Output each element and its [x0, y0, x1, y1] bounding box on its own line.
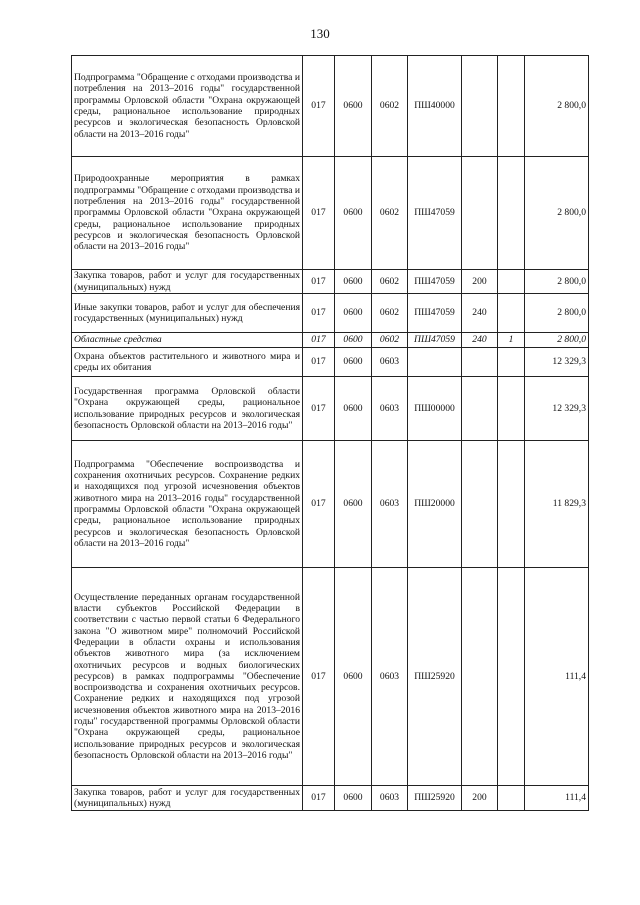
expense-type-code — [462, 441, 498, 568]
ved-code: 017 — [303, 377, 335, 441]
target-article-code: ПШ25920 — [408, 568, 462, 786]
ved-code: 017 — [303, 333, 335, 348]
item-name: Государственная программа Орловской области "Охрана окружающей среды, рациональное использование природных ресурсов и экологическая безопасность Орловской области на 2013–2016 годы" — [72, 377, 303, 441]
funding-source-code — [498, 270, 525, 294]
amount: 12 329,3 — [525, 377, 589, 441]
expense-type-code — [462, 568, 498, 786]
page-number: 130 — [310, 26, 330, 41]
table-row — [72, 333, 589, 348]
subsection-code: 0603 — [372, 568, 408, 786]
item-name: Подпрограмма "Обращение с отходами производства и потребления на 2013–2016 годы" государственной программы Орловской области "Охрана окружающей среды, рациональное использование природных ресурсов и экологическая безопасность Орловской области на 2013–2016 годы" — [72, 56, 303, 157]
amount: 2 800,0 — [525, 270, 589, 294]
expense-type-code: 240 — [462, 333, 498, 348]
funding-source-code — [498, 56, 525, 157]
ved-code: 017 — [303, 786, 335, 811]
target-article-code: ПШ47059 — [408, 157, 462, 270]
target-article-code: ПШ20000 — [408, 441, 462, 568]
target-article-code: ПШ47059 — [408, 294, 462, 333]
funding-source-code — [498, 348, 525, 377]
funding-source-code — [498, 441, 525, 568]
amount: 2 800,0 — [525, 157, 589, 270]
section-code: 0600 — [335, 333, 372, 348]
amount: 111,4 — [525, 568, 589, 786]
funding-source-code — [498, 377, 525, 441]
item-name: Природоохранные мероприятия в рамках подпрограммы "Обращение с отходами производства и потребления на 2013–2016 годы" государственной программы Орловской области "Охрана окружающей среды, рациональное использование природных ресурсов и экологическая безопасность Орловской области на 2013–2016 годы" — [72, 157, 303, 270]
ved-code: 017 — [303, 56, 335, 157]
table-row — [72, 348, 589, 377]
subsection-code: 0602 — [372, 270, 408, 294]
item-name: Областные средства — [72, 333, 303, 348]
funding-source-code — [498, 786, 525, 811]
section-code: 0600 — [335, 157, 372, 270]
amount: 12 329,3 — [525, 348, 589, 377]
subsection-code: 0602 — [372, 56, 408, 157]
ved-code: 017 — [303, 568, 335, 786]
amount: 111,4 — [525, 786, 589, 811]
subsection-code: 0602 — [372, 157, 408, 270]
target-article-code: ПШ47059 — [408, 270, 462, 294]
item-name: Охрана объектов растительного и животного мира и среды их обитания — [72, 348, 303, 377]
item-name: Закупка товаров, работ и услуг для государственных (муниципальных) нужд — [72, 786, 303, 811]
table-row — [72, 294, 589, 333]
section-code: 0600 — [335, 270, 372, 294]
section-code: 0600 — [335, 56, 372, 157]
funding-source-code — [498, 568, 525, 786]
expense-type-code: 200 — [462, 786, 498, 811]
target-article-code: ПШ25920 — [408, 786, 462, 811]
table-row — [72, 786, 589, 811]
table-row — [72, 441, 589, 568]
subsection-code: 0603 — [372, 441, 408, 568]
expense-type-code: 200 — [462, 270, 498, 294]
section-code: 0600 — [335, 294, 372, 333]
ved-code: 017 — [303, 270, 335, 294]
target-article-code: ПШ40000 — [408, 56, 462, 157]
ved-code: 017 — [303, 294, 335, 333]
budget-table — [71, 55, 589, 811]
section-code: 0600 — [335, 377, 372, 441]
section-code: 0600 — [335, 441, 372, 568]
amount: 11 829,3 — [525, 441, 589, 568]
ved-code: 017 — [303, 157, 335, 270]
section-code: 0600 — [335, 348, 372, 377]
table-row — [72, 157, 589, 270]
expense-type-code: 240 — [462, 294, 498, 333]
target-article-code: ПШ00000 — [408, 377, 462, 441]
expense-type-code — [462, 157, 498, 270]
expense-type-code — [462, 56, 498, 157]
subsection-code: 0602 — [372, 294, 408, 333]
subsection-code: 0603 — [372, 377, 408, 441]
ved-code: 017 — [303, 441, 335, 568]
subsection-code: 0603 — [372, 786, 408, 811]
funding-source-code — [498, 157, 525, 270]
subsection-code: 0603 — [372, 348, 408, 377]
funding-source-code: 1 — [498, 333, 525, 348]
table-row — [72, 56, 589, 157]
item-name: Подпрограмма "Обеспечение воспроизводства и сохранения охотничьих ресурсов. Сохранение редких и находящихся под угрозой исчезновения объектов животного мира на 2013–2016 годы" государственной программы Орловской области "Охрана окружающей среды, рациональное использование природных ресурсов и экологическая безопасность Орловской области на 2013–2016 годы" — [72, 441, 303, 568]
amount: 2 800,0 — [525, 56, 589, 157]
table-row — [72, 568, 589, 786]
ved-code: 017 — [303, 348, 335, 377]
amount: 2 800,0 — [525, 294, 589, 333]
item-name: Закупка товаров, работ и услуг для государственных (муниципальных) нужд — [72, 270, 303, 294]
funding-source-code — [498, 294, 525, 333]
item-name: Иные закупки товаров, работ и услуг для обеспечения государственных (муниципальных) нужд — [72, 294, 303, 333]
expense-type-code — [462, 348, 498, 377]
subsection-code: 0602 — [372, 333, 408, 348]
item-name: Осуществление переданных органам государственной власти субъектов Российской Федерации в соответствии с частью первой статьи 6 Федерального закона "О животном мире" полномочий Российской Федерации в области охраны и использования объектов животного мира (за исключением охотничьих ресурсов и водных биологических ресурсов) в рамках подпрограммы "Обеспечение воспроизводства и сохранения охотничьих ресурсов. Сохранение редких и находящихся под угрозой исчезновения объектов животного мира на 2013–2016 годы" государственной программы Орловской области "Охрана окружающей среды, рациональное использование природных ресурсов и экологическая безопасность Орловской области на 2013–2016 годы" — [72, 568, 303, 786]
expense-type-code — [462, 377, 498, 441]
table-row — [72, 377, 589, 441]
section-code: 0600 — [335, 568, 372, 786]
target-article-code: ПШ47059 — [408, 333, 462, 348]
section-code: 0600 — [335, 786, 372, 811]
target-article-code — [408, 348, 462, 377]
amount: 2 800,0 — [525, 333, 589, 348]
table-row — [72, 270, 589, 294]
